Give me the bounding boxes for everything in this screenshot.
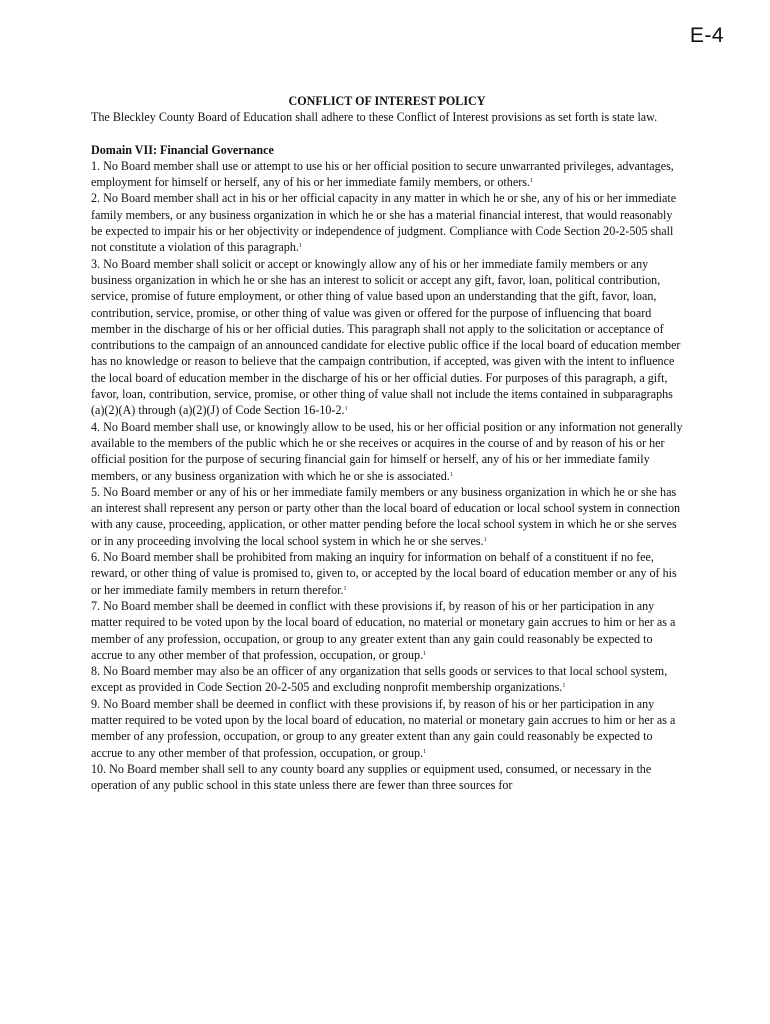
policy-item-2: 2. No Board member shall act in his or her official capacity in any matter in which he or she, any of his or her immediate family members, or any business organization in which he or she has a material financial interest, that would reasonably be expected to impair his or her objectivity or independence of judgment. Compliance with Code Section 20-2-505 shall not constitute a violation of this paragraph.$^1$ (91, 191, 677, 255)
footnote-mark: 1 (529, 178, 533, 185)
policy-item-6: 6. No Board member shall be prohibited from making an inquiry for information on behalf of a constituent if no fee, reward, or other thing of value is promised to, given to, or accepted by the local board of education member or any of his or her immediate family members in return therefor.$^1$ (91, 550, 677, 597)
intro-paragraph: The Bleckley County Board of Education shall adhere to these Conflict of Interest provisions as set forth is state law. (91, 110, 658, 125)
section-heading: Domain VII: Financial Governance (91, 142, 274, 157)
policy-item-8: 8. No Board member may also be an officer of any organization that sells goods or services to that local school system, except as provided in Code Section 20-2-505 and excluding nonprofit membership organizations.$^1$ (91, 664, 668, 695)
footnote-mark: 1 (423, 650, 427, 657)
policy-item-7: 7. No Board member shall be deemed in conflict with these provisions if, by reason of his or her participation in any matter required to be voted upon by the local board of education, no material or monetary gain accrues to him or her as a member of any profession, occupation, or group to any greater extent than any gain could reasonably be expected to accrue to any other member of that profession, occupation, or group.$^1$ (91, 598, 676, 662)
footnote-mark: 1 (449, 471, 453, 478)
footnote-mark: 1 (423, 748, 427, 755)
policy-item-4: 4. No Board member shall use, or knowingly allow to be used, his or her official position or any information not generally available to the members of the public which he or she receives or acquires in the course of and by reason of his or her official position for the purpose of securing financial gain for himself or herself, any of his or her immediate family members, or any business organization with which he or she is associated.$^1$ (91, 419, 683, 483)
footnote-mark: 1 (562, 683, 566, 690)
page-label: E-4 (689, 24, 724, 47)
policy-item-9: 9. No Board member shall be deemed in conflict with these provisions if, by reason of his or her participation in any matter required to be voted upon by the local board of education, no material or monetary gain accrues to him or her as a member of any profession, occupation, or group to any greater extent than any gain could reasonably be expected to accrue to any other member of that profession, occupation, or group.$^1$ (91, 696, 676, 760)
document-body (91, 93, 683, 793)
footnote-mark: 1 (343, 585, 347, 592)
policy-item-1: 1. No Board member shall use or attempt to use his or her official position to secure unwarranted privileges, advantages, employment for himself or herself, any of his or her immediate family members, or others.$^1$ (91, 158, 674, 190)
page-title: CONFLICT OF INTEREST POLICY (288, 94, 486, 108)
policy-item-10: 10. No Board member shall sell to any county board any supplies or equipment used, consumed, or necessary in the operation of any public school in this state unless there are fewer than three sources for (91, 761, 652, 793)
footnote-mark: 1 (298, 243, 302, 250)
policy-item-5: 5. No Board member or any of his or her immediate family members or any business organization in which he or she has an interest shall represent any person or party other than the local board of education or local school system in connection with any cause, proceeding, application, or other matter pending before the local school system in which he or she serves or in any proceeding involving the local school system in which he or she serves.$^1$ (91, 484, 681, 548)
footnote-mark: 1 (483, 536, 487, 543)
footnote-mark: 1 (344, 406, 348, 413)
policy-item-3: 3. No Board member shall solicit or accept or knowingly allow any of his or her immediate family members or any business organization in which he or she has an interest to solicit or accept any gift, favor, loan, political contribution, service, promise of future employment, or other thing of value based upon an understanding that the gift, favor, loan, contribution, service, promise, or other thing of value was given or offered for the purpose of influencing that board member in the discharge of his or her official duties. This paragraph shall not apply to the solicitation or acceptance of contributions to the campaign of an announced candidate for elective public office if the local board of education member has no knowledge or reason to believe that the campaign contribution, if accepted, was given with the intent to influence the local board of education member in the discharge of his or her official duties. For purposes of this paragraph, a gift, favor, loan, contribution, service, promise, or other thing of value shall not include the items contained in subparagraphs (a)(2)(A) through (a)(2)(J) of Code Section 16-10-2.$^1$ (91, 256, 681, 418)
